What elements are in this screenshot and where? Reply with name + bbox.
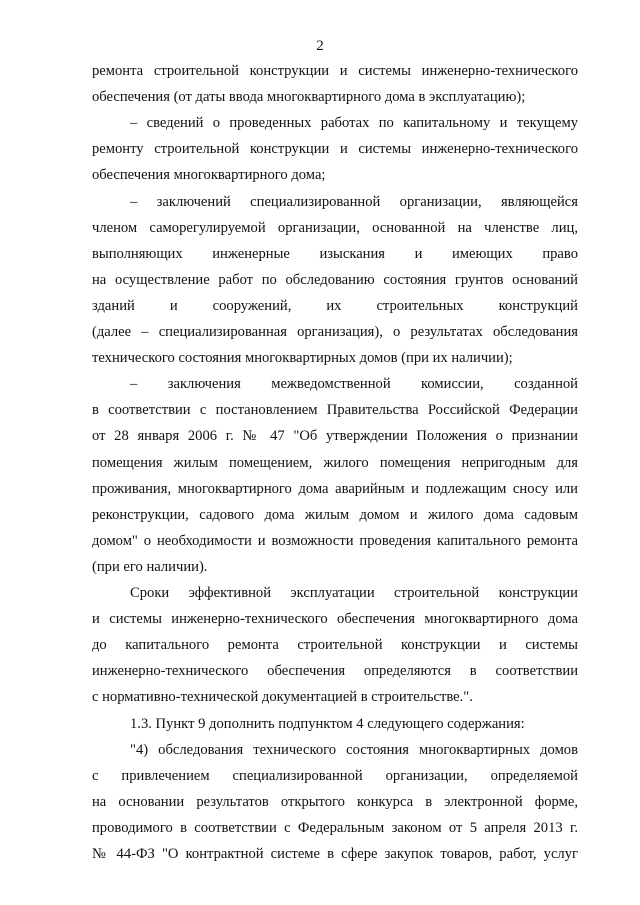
text-line: с привлечением специализированной организации, определяемой — [92, 767, 578, 784]
text-line: проживания, многоквартирного дома аварийным и подлежащим сносу или — [92, 480, 578, 497]
text-line: – сведений о проведенных работах по капитальному и текущему — [130, 115, 578, 132]
text-line: домом" о необходимости и возможности проведения капитального ремонта — [92, 532, 578, 549]
text-line: ремонту строительной конструкции и системы инженерно-технического — [92, 141, 578, 158]
text-line: членом саморегулируемой организации, основанной на членстве лиц, — [92, 219, 578, 236]
text-line: зданий и сооружений, их строительных конструкций — [92, 297, 578, 314]
text-line: до капитального ремонта строительной конструкции и системы — [92, 637, 578, 654]
text-line: ремонта строительной конструкции и системы инженерно-технического — [92, 63, 578, 79]
text-line: с нормативно-технической документацией в строительстве.". — [92, 689, 473, 706]
page-number: 2 — [316, 38, 324, 54]
text-line: на основании результатов открытого конкурса в электронной форме, — [92, 793, 578, 810]
text-line: "4) обследования технического состояния многоквартирных домов — [130, 741, 578, 758]
text-line: 1.3. Пункт 9 дополнить подпунктом 4 следующего содержания: — [130, 715, 525, 732]
text-line: инженерно-технического обеспечения определяются в соответствии — [92, 663, 578, 680]
text-line: и системы инженерно-технического обеспечения многоквартирного дома — [92, 611, 578, 628]
text-line: (далее – специализированная организация), о результатах обследования — [92, 324, 578, 340]
text-line: реконструкции, садового дома жилым домом и жилого дома садовым — [92, 506, 578, 523]
text-line: обеспечения многоквартирного дома; — [92, 167, 326, 184]
text-line: № 44-ФЗ "О контрактной системе в сфере закупок товаров, работ, услуг — [92, 846, 578, 862]
text-line: технического состояния многоквартирных домов (при их наличии); — [92, 350, 513, 367]
text-line: Сроки эффективной эксплуатации строительной конструкции — [130, 585, 578, 601]
text-line: выполняющих инженерные изыскания и имеющих право — [92, 245, 578, 262]
text-line: в соответствии с постановлением Правительства Российской Федерации — [92, 402, 578, 419]
text-line: (при его наличии). — [92, 558, 208, 575]
text-line: – заключений специализированной организации, являющейся — [130, 193, 578, 210]
text-line: обеспечения (от даты ввода многоквартирного дома в эксплуатацию); — [92, 89, 526, 106]
text-line: – заключения межведомственной комиссии, созданной — [130, 376, 578, 393]
text-line: на осуществление работ по обследованию состояния грунтов оснований — [92, 271, 578, 288]
text-line: помещения жилым помещением, жилого помещения непригодным для — [92, 454, 578, 471]
text-line: проводимого в соответствии с Федеральным законом от 5 апреля 2013 г. — [92, 819, 578, 836]
text-line: от 28 января 2006 г. № 47 "Об утверждении Положения о признании — [92, 428, 578, 445]
